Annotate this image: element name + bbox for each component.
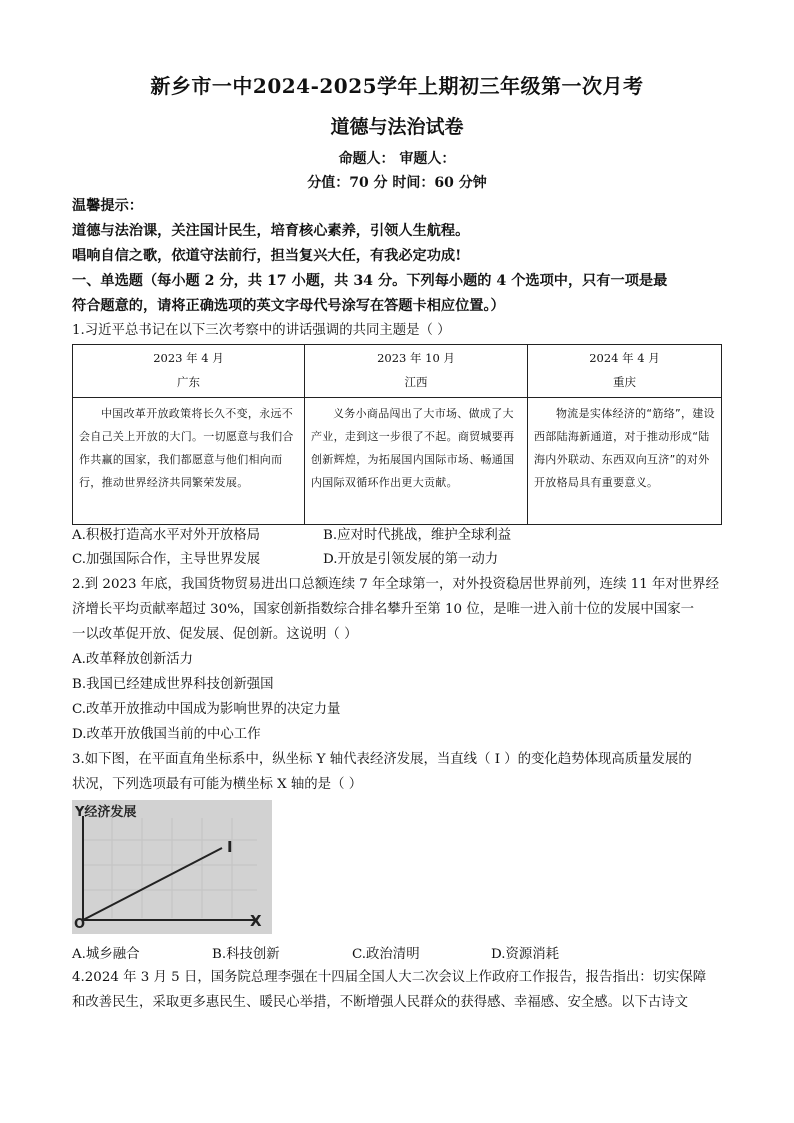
q2-option-b: B.我国已经建成世界科技创新强国 bbox=[72, 677, 274, 692]
exam-authors: 命题人： 审题人： bbox=[338, 151, 456, 167]
section-heading-line-2: 符合题意的，请将正确选项的英文字母代号涂写在答题卡相应位置。） bbox=[72, 298, 505, 314]
notice-label: 温馨提示： bbox=[72, 198, 143, 214]
q3-coordinate-figure bbox=[72, 800, 272, 934]
q3-option-c: C.政治清明 bbox=[352, 947, 420, 962]
table-date: 2023 年 4 月 bbox=[153, 351, 224, 365]
table-cell: 中国改革开放政策将长久不变，永远不会自己关上开放的大门。一切愿意与我们合作共赢的国家，我们都愿意与他们相向而行，推动世界经济共同繁荣发展。 bbox=[73, 398, 305, 525]
table-place: 江西 bbox=[404, 375, 428, 389]
x-axis-label: X bbox=[250, 912, 262, 930]
table-body-row bbox=[73, 398, 722, 525]
q1-stem: 1.习近平总书记在以下三次考察中的讲话强调的共同主题是（ ） bbox=[72, 323, 451, 338]
table-header-cell bbox=[305, 345, 528, 398]
q2-line-3: 一以改革促开放、促发展、促创新。这说明（ ） bbox=[72, 627, 358, 642]
q3-option-d: D.资源消耗 bbox=[491, 947, 560, 962]
table-cell: 物流是实体经济的“筋络”，建设西部陆海新通道，对于推动形成“陆海内外联动、东西双向互济”的对外开放格局具有重要意义。 bbox=[528, 398, 722, 525]
exam-title: 新乡市一中2024-2025学年上期初三年级第一次月考 bbox=[150, 74, 644, 98]
line-label: I bbox=[227, 838, 233, 856]
table-header-cell bbox=[73, 345, 305, 398]
notice-line-2: 唱响自信之歌，依道守法前行，担当复兴大任，有我必定功成! bbox=[72, 248, 462, 264]
q2-line-2: 济增长平均贡献率超过 30%，国家创新指数综合排名攀升至第 10 位，是唯一进入前十位的发展中国家一 bbox=[72, 602, 694, 617]
notice-line-1: 道德与法治课，关注国计民生，培育核心素养，引领人生航程。 bbox=[72, 223, 470, 239]
exam-score-time: 分值：70 分 时间：60 分钟 bbox=[307, 175, 487, 191]
table-place: 广东 bbox=[177, 375, 200, 389]
q1-option-a: A.积极打造高水平对外开放格局 bbox=[72, 528, 261, 543]
q1-table bbox=[72, 344, 722, 525]
y-axis-label: Y经济发展 bbox=[75, 805, 137, 820]
q1-option-b: B.应对时代挑战，维护全球利益 bbox=[323, 528, 512, 543]
q3-line-1: 3.如下图，在平面直角坐标系中，纵坐标 Y 轴代表经济发展，当直线（ I ）的变化趋势体现高质量发展的 bbox=[72, 752, 692, 767]
q2-option-c: C.改革开放推动中国成为影响世界的决定力量 bbox=[72, 702, 341, 717]
table-header-row bbox=[73, 345, 722, 398]
table-place: 重庆 bbox=[613, 375, 636, 389]
q2-option-a: A.改革释放创新活力 bbox=[72, 652, 194, 667]
q3-option-a: A.城乡融合 bbox=[72, 947, 140, 962]
q2-line-1: 2.到 2023 年底，我国货物贸易进出口总额连续 7 年全球第一，对外投资稳居世界前列，连续 11 年对世界经 bbox=[72, 577, 719, 592]
table-cell: 义务小商品闯出了大市场、做成了大产业，走到这一步很了不起。商贸城要再创新辉煌，为拓展国内国际市场、畅通国内国际双循环作出更大贡献。 bbox=[305, 398, 528, 525]
table-date: 2024 年 4 月 bbox=[589, 351, 660, 365]
q3-line-2: 状况，下列选项最有可能为横坐标 X 轴的是（ ） bbox=[72, 777, 363, 792]
table-date: 2023 年 10 月 bbox=[377, 351, 455, 365]
origin-label: O bbox=[74, 917, 86, 932]
q3-option-b: B.科技创新 bbox=[212, 947, 280, 962]
section-heading-line-1: 一、单选题（每小题 2 分，共 17 小题，共 34 分。下列每小题的 4 个选项中，只有一项是最 bbox=[72, 273, 668, 289]
coordinate-diagram bbox=[72, 800, 272, 934]
q4-line-1: 4.2024 年 3 月 5 日，国务院总理李强在十四届全国人大二次会议上作政府工作报告，报告指出：切实保障 bbox=[72, 970, 707, 985]
q1-option-c: C.加强国际合作，主导世界发展 bbox=[72, 552, 261, 567]
q4-line-2: 和改善民生，采取更多惠民生、暖民心举措，不断增强人民群众的获得感、幸福感、安全感。以下古诗文 bbox=[72, 995, 688, 1010]
table-header-cell bbox=[528, 345, 722, 398]
q1-option-d: D.开放是引领发展的第一动力 bbox=[323, 552, 499, 567]
q2-option-d: D.改革开放俄国当前的中心工作 bbox=[72, 727, 261, 742]
exam-subtitle: 道德与法治试卷 bbox=[330, 116, 464, 138]
